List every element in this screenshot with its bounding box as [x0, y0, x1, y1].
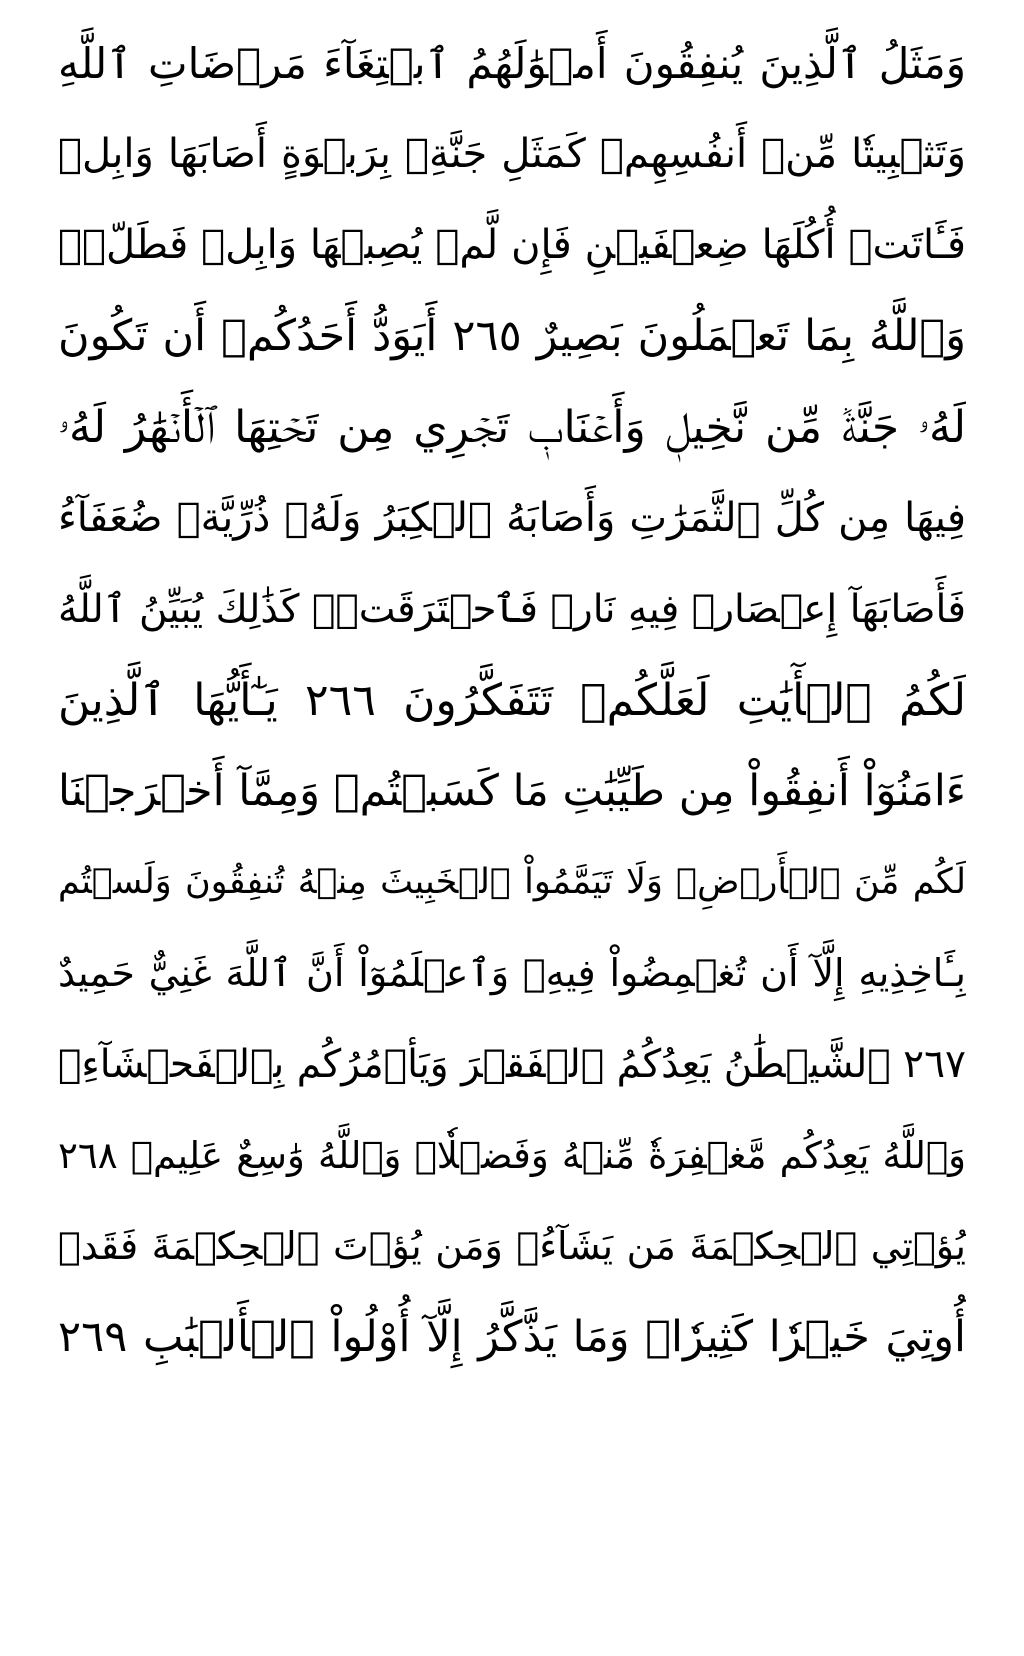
- text-line: فِيهَا مِن كُلِّ ٱلثَّمَرَٰتِ وَأَصَابَهُ ٱلۡكِبَرُ وَلَهُۥ ذُرِّيَّةٞ ضُعَفَآءُ: [58, 495, 966, 541]
- text-line: فَـَٔاتَتۡ أُكُلَهَا ضِعۡفَيۡنِ فَإِن لَّمۡ يُصِبۡهَا وَابِلٞ فَطَلّٞۗ: [58, 222, 966, 268]
- text-line: لَهُۥ جَنَّةٞ مِّن نَّخِيلٖ وَأَعۡنَابٖ تَجۡرِي مِن تَحۡتِهَا ٱلۡأَنۡهَٰرُ لَهُۥ: [58, 402, 966, 453]
- verse-lines: [58, 18, 966, 1383]
- text-line: ءَامَنُوٓاْ أَنفِقُواْ مِن طَيِّبَٰتِ مَا كَسَبۡتُمۡ وَمِمَّآ أَخۡرَجۡنَا: [58, 766, 966, 816]
- text-line: لَكُم مِّنَ ٱلۡأَرۡضِۖ وَلَا تَيَمَّمُواْ ٱلۡخَبِيثَ مِنۡهُ تُنفِقُونَ وَلَسۡتُم: [58, 862, 966, 902]
- text-line: بِـَٔاخِذِيهِ إِلَّآ أَن تُغۡمِضُواْ فِيهِۚ وَٱعۡلَمُوٓاْ أَنَّ ٱللَّهَ غَنِيٌّ حَمِيدٌ: [58, 951, 966, 995]
- text-line: لَكُمُ ٱلۡأٓيَٰتِ لَعَلَّكُمۡ تَتَفَكَّرُونَ ٢٦٦ يَـٰٓأَيُّهَا ٱلَّذِينَ: [58, 675, 966, 726]
- text-line: وَٱللَّهُ يَعِدُكُم مَّغۡفِرَةٗ مِّنۡهُ وَفَضۡلٗاۗ وَٱللَّهُ وَٰسِعٌ عَلِيمٞ ٢٦٨: [58, 1134, 966, 1177]
- text-line: ٢٦٧ ٱلشَّيۡطَٰنُ يَعِدُكُمُ ٱلۡفَقۡرَ وَيَأۡمُرُكُم بِٱلۡفَحۡشَآءِۖ: [58, 1042, 966, 1087]
- text-line: وَمَثَلُ ٱلَّذِينَ يُنفِقُونَ أَمۡوَٰلَهُمُ ٱبۡتِغَآءَ مَرۡضَاتِ ٱللَّهِ: [58, 39, 966, 88]
- text-line: فَأَصَابَهَآ إِعۡصَارٞ فِيهِ نَارٞ فَٱحۡتَرَقَتۡۗ كَذَٰلِكَ يُبَيِّنُ ٱللَّهُ: [58, 587, 966, 632]
- text-line: وَتَثۡبِيتٗا مِّنۡ أَنفُسِهِمۡ كَمَثَلِ جَنَّةِۭ بِرَبۡوَةٍ أَصَابَهَا وَابِلٞ: [58, 131, 966, 177]
- text-line: يُؤۡتِي ٱلۡحِكۡمَةَ مَن يَشَآءُۚ وَمَن يُؤۡتَ ٱلۡحِكۡمَةَ فَقَدۡ: [58, 1224, 966, 1268]
- text-line: أُوتِيَ خَيۡرٗا كَثِيرٗاۗ وَمَا يَذَّكَّرُ إِلَّآ أُوْلُواْ ٱلۡأَلۡبَٰبِ ٢٦٩: [58, 1312, 966, 1362]
- text-line: وَٱللَّهُ بِمَا تَعۡمَلُونَ بَصِيرٌ ٢٦٥ أَيَوَدُّ أَحَدُكُمۡ أَن تَكُونَ: [58, 311, 966, 361]
